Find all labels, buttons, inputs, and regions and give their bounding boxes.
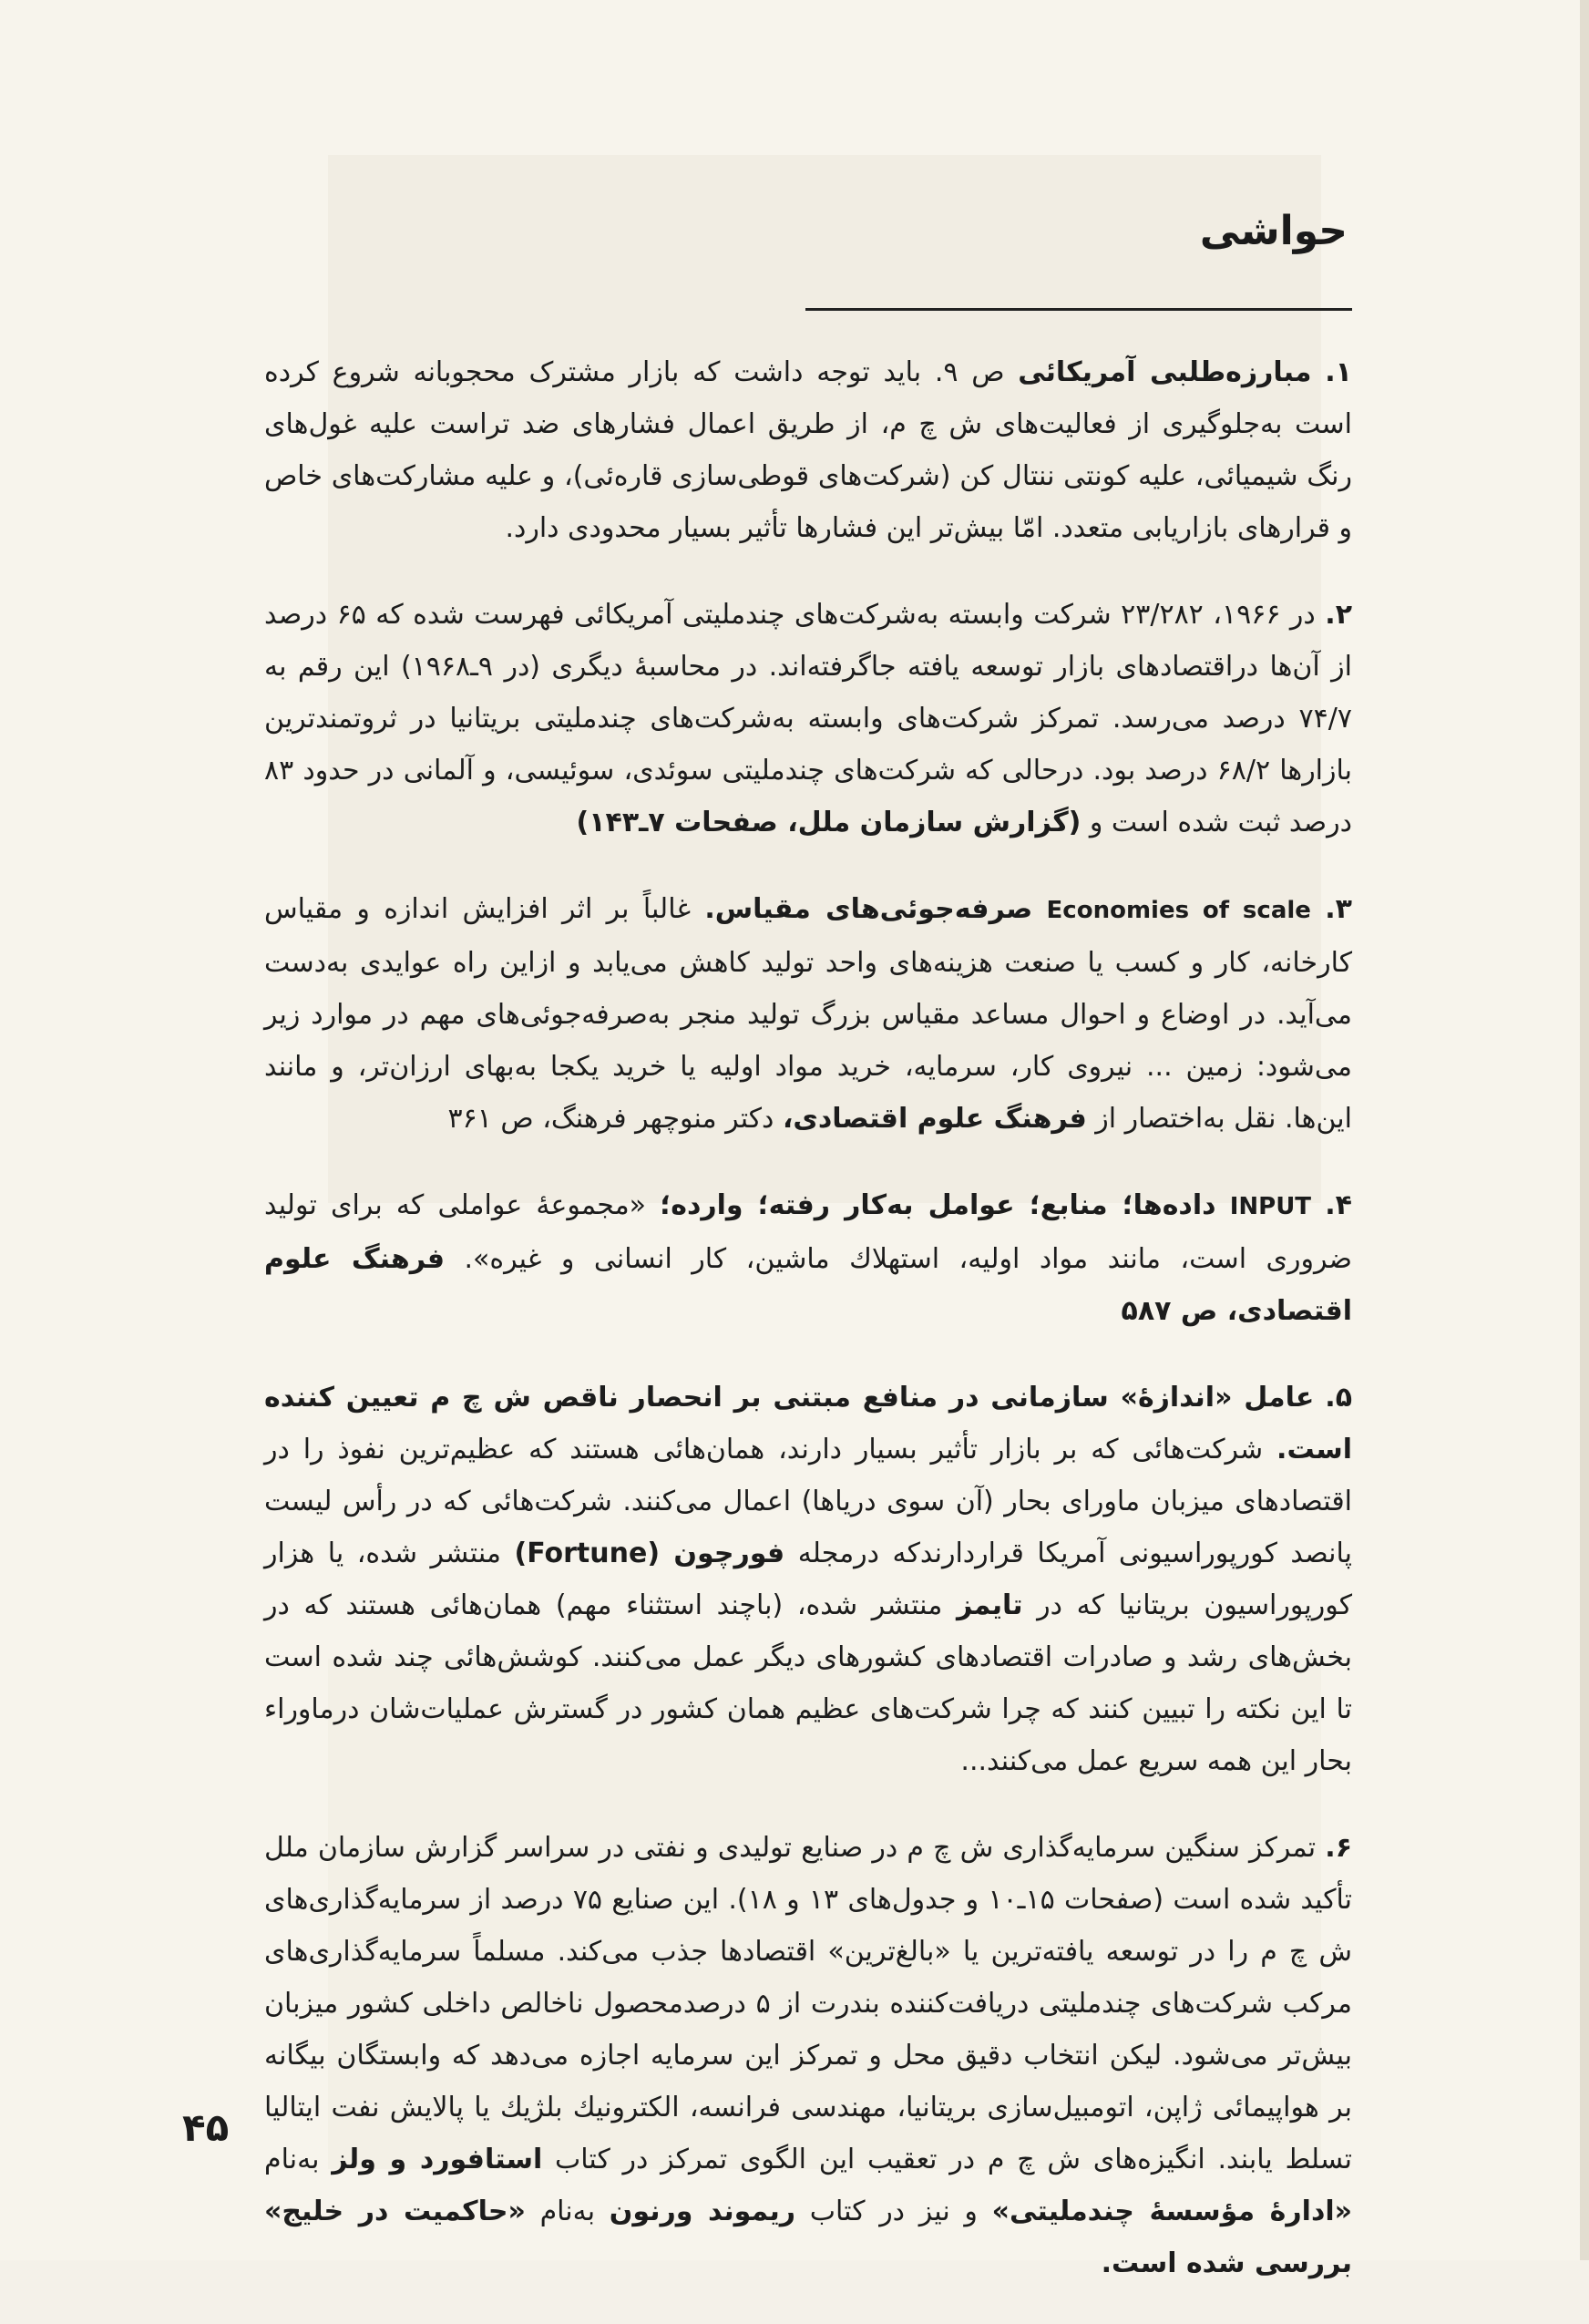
note-number: ۴. (1325, 1189, 1352, 1221)
note-bold-term: مبارزه‌طلبی آمریکائی (1018, 356, 1312, 388)
note-5 (264, 1372, 1352, 1787)
note-text: در ۱۹۶۶، ۲۳/۲۸۲ شرکت وابسته به‌شرکت‌های چندملیتی آمریکائی فهرست شده که ۶۵ درصد از آن‌ها دراقتصادهای بازار توسعه یافته جاگرفته‌اند. در محاسبهٔ دیگری (در ۹ـ۱۹۶۸) این رقم به ۷۴/۷ درصد می‌رسد. تمرکز شرکت‌های وابسته به‌شرکت‌های چندملیتی بریتانیا در ثروتمندترین بازارها ۶۸/۲ درصد بود. درحالی که شرکت‌های چندملیتی سوئدی، سوئیسی، و آلمانی در حدود ۸۳ درصد ثبت شده است و (264, 599, 1352, 838)
note-text-tail: دکتر منوچهر فرهنگ، ص ۳۶۱ (447, 1103, 774, 1135)
note-bold-term: صرفه‌جوئی‌های مقیاس. (704, 893, 1033, 925)
note-bold-term: عامل «اندازهٔ» سازمانی در منافع مبتنی بر انحصار ناقص ش چ م تعیین کننده است. (264, 1382, 1352, 1465)
note-1 (264, 346, 1352, 554)
note-6 (264, 1822, 1352, 2289)
note-text: تمرکز سنگین سرمایه‌گذاری ش چ م در صنایع تولیدی و نفتی در سراسر گزارش سازمان ملل تأکید شده است (صفحات ۱۵ـ۱۰ و جدول‌های ۱۳ و ۱۸). این صنایع ۷۵ درصد از سرمایه‌گذاری‌های ش چ م را در توسعه یافته‌ترین یا «بالغ‌ترین» اقتصادها جذب می‌کند. مسلماً سرمایه‌گذاری‌های مرکب شرکت‌های چندملیتی دریافت‌کننده بندرت از ۵ درصدمحصول ناخالص داخلی کشور میزبان بیش‌تر می‌شود. لیکن انتخاب دقیق محل و تمرکز این سرمایه اجازه می‌دهد که وابستگان بیگانه بر هواپیمائی ژاپن، اتومبیل‌سازی بریتانیا، مهندسی فرانسه، الکترونیك بلژیك یا پالایش نفت ایتالیا تسلط یابند. انگیزه‌های ش چ م در تعقیب این الگوی تمرکز در کتاب (264, 1832, 1352, 2175)
note-2 (264, 589, 1352, 848)
note-bold-inline: فورچون (Fortune) (514, 1537, 785, 1569)
note-number: ۵. (1325, 1382, 1352, 1414)
note-text: غالباً بر اثر افزایش اندازه و مقیاس کارخانه، کار و کسب یا صنعت هزینه‌های واحد تولید کاهش می‌یابد و ازاین راه عوایدی به‌دست می‌آید. در اوضاع و احوال مساعد مقیاس بزرگ تولید منجر به‌صرفه‌جوئی‌های مهم در موارد زیر می‌شود: زمین ... نیروی کار، سرمایه، خرید مواد اولیه یا خرید یکجا به‌بهای ارزان‌تر، و مانند این‌ها. نقل به‌اختصار از (264, 893, 1352, 1135)
note-bold-inline: استافورد و ولز (332, 2144, 543, 2175)
note-number: ۱. (1325, 356, 1352, 388)
note-text: منتشر شده، (باچند استثناء مهم) همان‌هائی هستند که در بخش‌های رشد و صادرات اقتصادهای کشورهای دیگر عمل می‌کنند. کوشش‌هائی چند شده است تا این نکته را تبیین کنند که چرا شرکت‌های عظیم همان کشور در گسترش عملیات‌شان درماوراء بحار این همه سریع عمل می‌کنند... (264, 1589, 1352, 1777)
note-bold-reference: (گزارش سازمان ملل، صفحات ۷ـ۱۴۳) (576, 807, 1082, 838)
note-4 (264, 1179, 1352, 1337)
note-text: به‌نام (264, 2144, 320, 2175)
note-text: منتشر شده، یا هزار کورپوراسیون بریتانیا که در (264, 1537, 1352, 1621)
note-text: به‌نام (539, 2195, 596, 2227)
note-bold-inline: «ادارهٔ مؤسسهٔ چندملیتی» (991, 2195, 1353, 2227)
note-bold-inline: تایمز (956, 1589, 1023, 1621)
page-title: حواشی (1199, 208, 1348, 254)
note-latin-term: Economies of scale (1046, 897, 1311, 924)
note-bold-inline: ریموند ورنون (609, 2195, 796, 2227)
note-number: ۶. (1325, 1832, 1352, 1864)
page-number: ۴۵ (182, 2105, 230, 2150)
note-text: و نیز در کتاب (809, 2195, 978, 2227)
note-bold-reference: فرهنگ علوم اقتصادی، ص ۵۸۷ (264, 1243, 1352, 1327)
note-bold-term: داده‌ها؛ منابع؛ عوامل به‌کار رفته؛ وارده؛ (660, 1189, 1216, 1221)
note-bold-inline: «حاکمیت در خلیج» (264, 2195, 526, 2227)
note-number: ۲. (1325, 599, 1352, 631)
note-bold-reference: فرهنگ علوم اقتصادی، (782, 1103, 1087, 1135)
note-text: شرکت‌هائی که بر بازار تأثیر بسیار دارند، همان‌هائی هستند که عظیم‌ترین نفوذ را در اقتصادهای میزبان ماورای بحار (آن سوی دریاها) اعمال می‌کنند. شرکت‌هائی که در رأس لیست پانصد کورپوراسیونی آمریکا قراردارندکه درمجله (264, 1434, 1352, 1569)
note-number: ۳. (1325, 893, 1352, 925)
note-3 (264, 883, 1352, 1145)
note-latin-term: INPUT (1229, 1193, 1312, 1220)
footnotes (264, 346, 1352, 2324)
note-bold-tail: بررسی شده است. (1101, 2247, 1352, 2279)
title-underline (805, 308, 1352, 311)
note-text: «مجموعهٔ عواملی که برای تولید ضروری است، مانند مواد اولیه، استهلاك ماشین، کار انسانی و غیره». (264, 1189, 1352, 1275)
note-text: ص ۹. باید توجه داشت که بازار مشترک محجوبانه شروع کرده است به‌جلوگیری از فعالیت‌های ش چ م، از طریق اعمال فشارهای ضد تراست علیه غول‌های رنگ شیمیائی، علیه کونتی‌ ننتال کن (شرکت‌های قوطی‌سازی قاره‌ئی)، و علیه مشارکت‌های خاص و قرارهای بازاریابی متعدد. امّا بیش‌تر این فشارها تأثیر بسیار محدودی دارد. (264, 356, 1352, 544)
